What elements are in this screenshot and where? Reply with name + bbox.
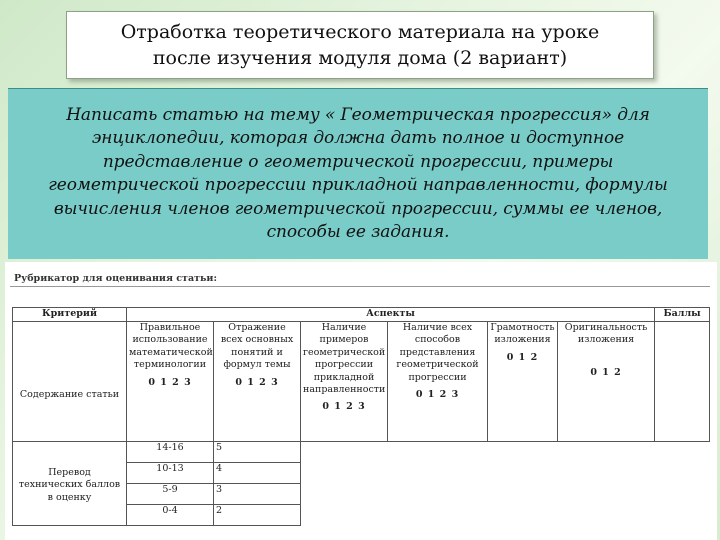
- rubric-table: [12, 307, 710, 526]
- task-line: энциклопедии, которая должна дать полное и доступное: [91, 128, 625, 148]
- aspect-cell: [388, 322, 488, 442]
- grade-range: 10-13: [127, 463, 214, 484]
- aspect-scores: 0 1 2: [506, 351, 539, 363]
- task-line: Написать статью на тему « Геометрическая прогрессия» для: [66, 104, 650, 125]
- grade-value: 4: [214, 463, 301, 484]
- conversion-label: Перевод технических баллов в оценку: [13, 442, 127, 526]
- grade-blank: [301, 484, 710, 505]
- aspect-text: Наличие примеров геометрической прогрессии прикладной направленности: [303, 322, 386, 396]
- grade-value: 5: [214, 442, 301, 463]
- task-line: представление о геометрической прогрессии, примеры: [102, 151, 614, 172]
- aspect-scores: 0 1 2 3: [415, 389, 460, 401]
- aspect-text: Наличие всех способов представления геометрической прогрессии: [396, 322, 479, 383]
- grade-blank: [301, 505, 710, 526]
- criterion-cell: Содержание статьи: [13, 322, 127, 442]
- grade-range: 14-16: [127, 442, 214, 463]
- aspect-text: Грамотность изложения: [490, 322, 555, 346]
- header-aspects: Аспекты: [127, 308, 655, 322]
- grade-value: 2: [214, 505, 301, 526]
- aspect-text: Отражение всех основных понятий и формул темы: [220, 322, 294, 371]
- grade-blank: [301, 463, 710, 484]
- points-cell: [655, 322, 710, 442]
- slide-title-line-1: Отработка теоретического материала на уроке: [120, 21, 600, 43]
- task-line: способы ее задания.: [266, 222, 450, 242]
- rubric-criterion-row: [13, 322, 710, 442]
- aspect-cell: [488, 322, 558, 442]
- rubric-divider: [10, 286, 710, 287]
- aspect-text: Оригинальность изложения: [564, 322, 648, 346]
- task-description: [8, 88, 708, 259]
- grade-range: 0-4: [127, 505, 214, 526]
- aspect-scores: 0 1 2 3: [235, 376, 279, 388]
- header-points: Баллы: [655, 308, 710, 322]
- aspect-cell: [301, 322, 388, 442]
- aspect-scores: 0 1 2: [590, 366, 622, 378]
- rubric-document: [5, 262, 717, 540]
- task-line: геометрической прогрессии прикладной направленности, формулы: [48, 175, 668, 195]
- rubric-title: Рубрикатор для оценивания статьи:: [14, 273, 217, 284]
- aspect-scores: 0 1 2 3: [322, 401, 366, 413]
- grade-blank: [301, 442, 710, 463]
- header-criterion: Критерий: [13, 308, 127, 322]
- grade-range: 5-9: [127, 484, 214, 505]
- aspect-cell: [214, 322, 301, 442]
- grade-row: [13, 442, 710, 463]
- aspect-scores: 0 1 2 3: [148, 376, 192, 388]
- aspect-cell: [558, 322, 655, 442]
- slide-title: [66, 11, 654, 79]
- aspect-cell: [127, 322, 214, 442]
- slide-title-line-2: после изучения модуля дома (2 вариант): [152, 47, 568, 69]
- grade-value: 3: [214, 484, 301, 505]
- aspect-text: Правильное использование математической терминологии: [129, 322, 213, 371]
- task-line: вычисления членов геометрической прогрессии, суммы ее членов,: [53, 198, 663, 219]
- rubric-header-row: [13, 308, 710, 322]
